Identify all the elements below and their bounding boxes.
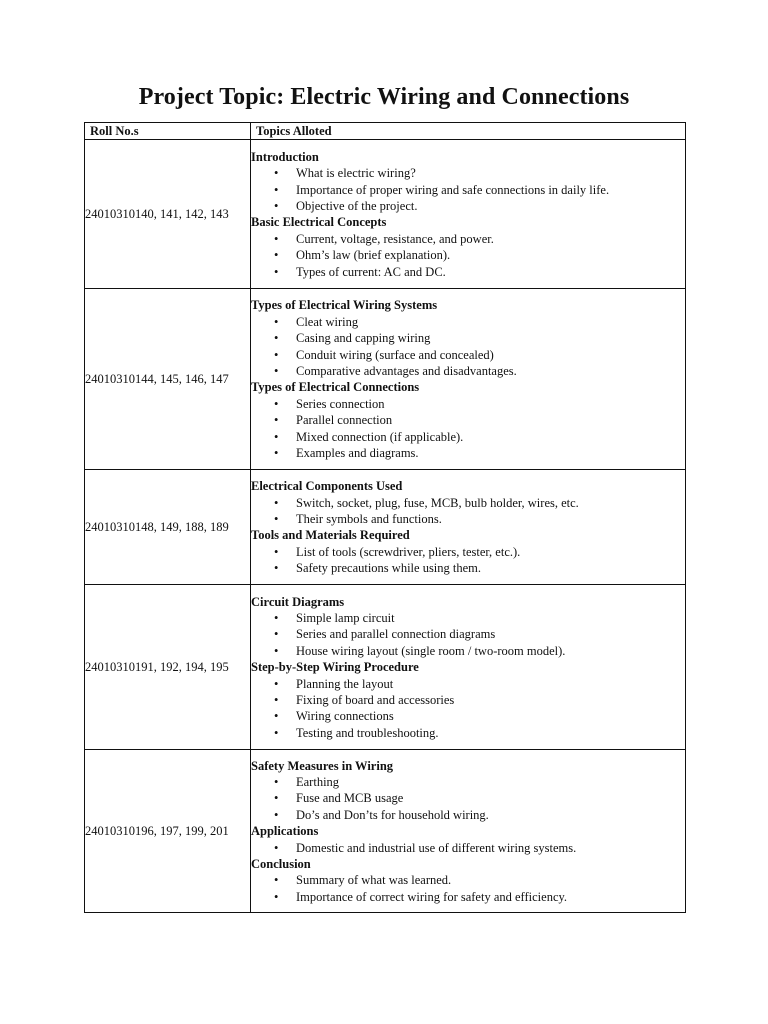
table-header-row [85,123,686,140]
list-item-text: Wiring connections [296,709,394,724]
list-item-text: Planning the layout [296,676,394,691]
list-item-text: Casing and capping wiring [296,331,431,346]
list-item [251,807,685,823]
list-item [251,790,685,806]
table-row [85,750,686,913]
section-heading: Conclusion [251,857,311,872]
bullet-icon: • [274,429,279,444]
bullet-icon: • [274,512,279,526]
list-item [251,692,685,708]
bullet-icon: • [274,199,279,213]
list-item [251,314,685,330]
page-title: Project Topic: Electric Wiring and Connections [138,84,630,110]
section-heading: Types of Electrical Wiring Systems [251,298,438,313]
section-heading: Safety Measures in Wiring [251,758,394,773]
list-item-text: Mixed connection (if applicable). [296,429,464,444]
topic-list [251,231,685,280]
roll-numbers-cell: 24010310144, 145, 146, 147 [85,289,251,470]
bullet-icon: • [274,627,279,642]
list-item [251,165,685,181]
bullet-icon: • [274,725,279,740]
list-item-text: Switch, socket, plug, fuse, MCB, bulb holder, wires, etc. [296,495,579,510]
list-item [251,872,685,888]
topics-cell [251,140,686,289]
header-topics-alloted: Topics Alloted [251,123,686,140]
section-heading: Tools and Materials Required [251,528,410,543]
topic-list [251,544,685,577]
list-item-text: Their symbols and functions. [296,512,442,526]
list-item [251,511,685,527]
table-row [85,289,686,470]
list-item-text: Series connection [296,396,385,411]
bullet-icon: • [274,709,279,724]
bullet-icon: • [274,889,279,904]
section-heading: Circuit Diagrams [251,594,345,609]
topics-table [84,122,686,913]
bullet-icon: • [274,693,279,708]
bullet-icon: • [274,495,279,510]
list-item-text: Summary of what was learned. [296,873,452,888]
bullet-icon: • [274,791,279,806]
list-item [251,774,685,790]
topics-cell [251,750,686,913]
bullet-icon: • [274,840,279,855]
section-heading: Electrical Components Used [251,479,403,494]
topic-list [251,314,685,380]
bullet-icon: • [274,231,279,246]
bullet-icon: • [274,610,279,625]
topic-list [251,495,685,528]
roll-numbers-cell: 24010310140, 141, 142, 143 [85,140,251,289]
bullet-icon: • [274,561,279,576]
list-item [251,198,685,214]
list-item [251,347,685,363]
list-item-text: Earthing [296,774,340,789]
list-item [251,840,685,856]
bullet-icon: • [274,166,279,181]
list-item [251,264,685,280]
table-row [85,470,686,585]
list-item [251,560,685,576]
topic-list [251,396,685,462]
topic-list [251,872,685,905]
list-item-text: Simple lamp circuit [296,610,395,625]
bullet-icon: • [274,314,279,329]
list-item-text: Fixing of board and accessories [296,693,455,708]
list-item-text: List of tools (screwdriver, pliers, tester, etc.). [296,544,521,559]
topics-cell [251,585,686,750]
list-item-text: Safety precautions while using them. [296,561,482,576]
list-item [251,330,685,346]
list-item [251,610,685,626]
list-item [251,363,685,379]
list-item [251,643,685,659]
list-item [251,429,685,445]
bullet-icon: • [274,774,279,789]
list-item [251,182,685,198]
list-item-text: Conduit wiring (surface and concealed) [296,347,494,362]
section-heading: Step-by-Step Wiring Procedure [251,660,419,675]
topics-cell [251,289,686,470]
header-roll-numbers: Roll No.s [85,123,251,140]
list-item-text: Examples and diagrams. [296,446,419,461]
section-heading: Introduction [251,149,319,164]
list-item [251,544,685,560]
bullet-icon: • [274,182,279,197]
list-item-text: Fuse and MCB usage [296,791,404,806]
list-item-text: Current, voltage, resistance, and power. [296,231,494,246]
list-item-text: Domestic and industrial use of different wiring systems. [296,840,577,855]
bullet-icon: • [274,264,279,279]
list-item [251,247,685,263]
list-item-text: Comparative advantages and disadvantages. [296,364,517,378]
section-heading: Basic Electrical Concepts [251,215,387,230]
list-item-text: Importance of correct wiring for safety and efficiency. [296,889,568,904]
bullet-icon: • [274,676,279,691]
roll-numbers-cell: 24010310191, 192, 194, 195 [85,585,251,750]
roll-numbers-cell: 24010310196, 197, 199, 201 [85,750,251,913]
bullet-icon: • [274,807,279,822]
bullet-icon: • [274,643,279,658]
list-item-text: Do’s and Don’ts for household wiring. [296,807,489,822]
list-item [251,396,685,412]
list-item [251,231,685,247]
bullet-icon: • [274,248,279,263]
table-body [85,140,686,913]
list-item-text: Types of current: AC and DC. [296,264,446,279]
topics-cell [251,470,686,585]
bullet-icon: • [274,446,279,461]
list-item [251,708,685,724]
bullet-icon: • [274,413,279,428]
topic-list [251,165,685,214]
list-item-text: What is electric wiring? [296,166,416,181]
list-item-text: Testing and troubleshooting. [296,725,439,740]
list-item [251,412,685,428]
list-item [251,445,685,461]
list-item [251,889,685,905]
roll-numbers-cell: 24010310148, 149, 188, 189 [85,470,251,585]
list-item-text: Parallel connection [296,413,393,428]
topic-list [251,840,685,856]
bullet-icon: • [274,364,279,378]
list-item-text: Objective of the project. [296,199,418,213]
table-row [85,140,686,289]
bullet-icon: • [274,347,279,362]
bullet-icon: • [274,396,279,411]
section-heading: Applications [251,824,319,839]
list-item-text: Series and parallel connection diagrams [296,627,496,642]
list-item-text: House wiring layout (single room / two-room model). [296,643,566,658]
topic-list [251,676,685,742]
list-item [251,626,685,642]
section-heading: Types of Electrical Connections [251,380,420,395]
table-row [85,585,686,750]
topic-list [251,610,685,659]
bullet-icon: • [274,544,279,559]
list-item [251,725,685,741]
list-item [251,495,685,511]
list-item-text: Ohm’s law (brief explanation). [296,248,451,263]
topic-list [251,774,685,823]
list-item-text: Cleat wiring [296,314,359,329]
bullet-icon: • [274,873,279,888]
bullet-icon: • [274,331,279,346]
list-item-text: Importance of proper wiring and safe connections in daily life. [296,182,610,197]
list-item [251,676,685,692]
